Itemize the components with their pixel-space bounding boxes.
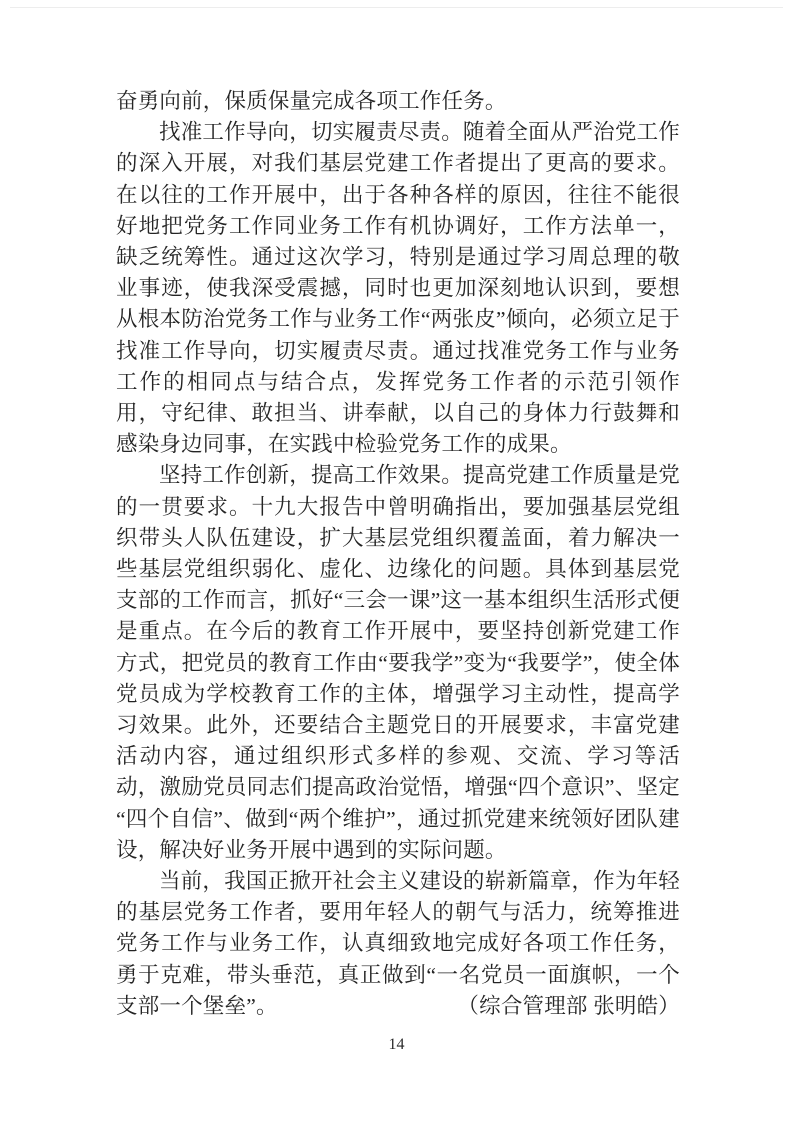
paragraph-conclusion-text: 当前，我国正掀开社会主义建设的崭新篇章，作为年轻的基层党务工作者，要用年轻人的朝气与活力，统筹推进党务工作与业务工作，认真细致地完成好各项工作任务，勇于克难，带头垂范，真正做到“一名党员一面旗帜，一个支部一个堡垒”。 xyxy=(116,869,680,1018)
paragraph-work-orientation: 找准工作导向，切实履责尽责。随着全面从严治党工作的深入开展，对我们基层党建工作者提出了更高的要求。在以往的工作开展中，出于各种各样的原因，往往不能很好地把党务工作同业务工作有机协调好，工作方法单一，缺乏统筹性。通过这次学习，特别是通过学习周总理的敬业事迹，使我深受震撼，同时也更加深刻地认识到，要想从根本防治党务工作与业务工作“两张皮”倾向，必须立足于找准工作导向，切实履责尽责。通过找准党务工作与业务工作的相同点与结合点，发挥党务工作者的示范引领作用，守纪律、敢担当、讲奉献，以自己的身体力行鼓舞和感染身边同事，在实践中检验党务工作的成果。 xyxy=(116,120,680,457)
author-attribution: （综合管理部 张明皓） xyxy=(457,993,680,1018)
page-number: 14 xyxy=(388,1036,405,1053)
scan-artifact-line xyxy=(10,7,783,8)
paragraph-continuation: 奋勇向前，保质保量完成各项工作任务。 xyxy=(116,89,507,113)
document-body xyxy=(116,86,680,1022)
paragraph-conclusion xyxy=(116,866,680,1022)
paragraph-work-innovation: 坚持工作创新，提高工作效果。提高党建工作质量是党的一贯要求。十九大报告中曾明确指出，要加强基层党组织带头人队伍建设，扩大基层党组织覆盖面，着力解决一些基层党组织弱化、虚化、边缘化的问题。具体到基层党支部的工作而言，抓好“三会一课”这一基本组织生活形式便是重点。在今后的教育工作开展中，要坚持创新党建工作方式，把党员的教育工作由“要我学”变为“我要学”，使全体党员成为学校教育工作的主体，增强学习主动性，提高学习效果。此外，还要结合主题党日的开展要求，丰富党建活动内容，通过组织形式多样的参观、交流、学习等活动，激励党员同志们提高政治觉悟，增强“四个意识”、坚定“四个自信”、做到“两个维护”，通过抓党建来统领好团队建设，解决好业务开展中遇到的实际问题。 xyxy=(116,463,680,862)
